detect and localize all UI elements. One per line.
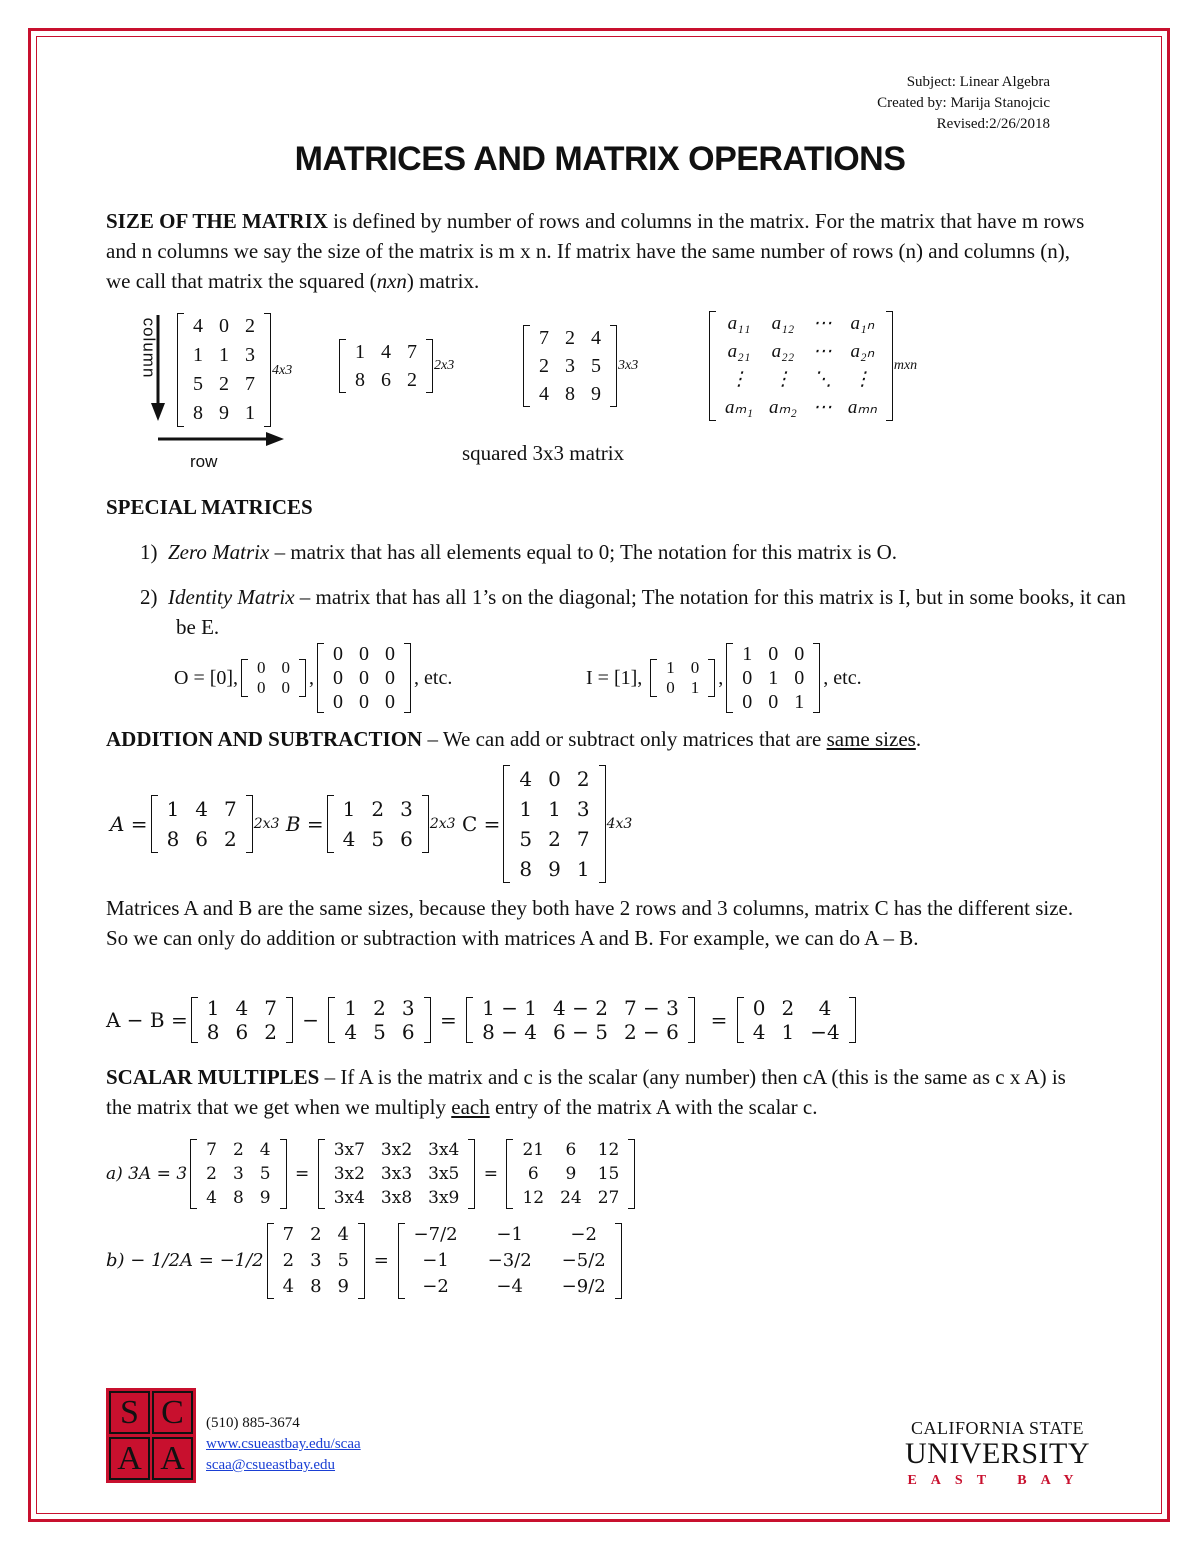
matrix-cell: 4 — [344, 1020, 358, 1044]
matrix-cell: 3x2 — [380, 1140, 413, 1160]
matrix-bracket — [398, 1222, 622, 1300]
column-label: column — [139, 317, 159, 379]
matrix-bracket — [327, 794, 429, 854]
page-title: MATRICES AND MATRIX OPERATIONS — [294, 140, 906, 178]
matrix-cell: 1 — [355, 341, 365, 363]
matrix-cell: 0 — [257, 678, 266, 697]
matrix-cell: 2 — [539, 355, 549, 377]
matrix-cell: 2 — [224, 827, 237, 851]
matrix-cell: −7/2 — [413, 1224, 458, 1245]
matrix-cell: a₂₂ — [771, 341, 795, 362]
etc-text: , etc. — [414, 667, 453, 689]
matrix-cell: 2 — [371, 797, 385, 821]
matrix-cell: 2 — [548, 827, 561, 851]
matrix-bracket — [339, 338, 433, 394]
matrix-cell: 8 — [519, 857, 533, 881]
equals-sign: = — [373, 1250, 389, 1271]
matrix-cell: 0 — [385, 691, 396, 713]
matrix-cell: 8 − 4 — [482, 1020, 538, 1044]
general-matrix-mxn — [706, 310, 917, 422]
matrix-cell: 9 — [591, 383, 601, 405]
matrix-cell: 2 — [565, 327, 575, 349]
matrix-cell: 9 — [565, 1164, 577, 1184]
matrix-cell: 5 — [591, 355, 601, 377]
matrix-cell: 4 — [539, 383, 549, 405]
matrix-cell: 4 — [519, 767, 533, 791]
matrix-cell: 1 — [794, 691, 805, 713]
scalar-example-b — [106, 1222, 625, 1300]
matrix-cell: 0 — [359, 667, 370, 689]
matrix-cell: 9 — [219, 402, 229, 424]
equals-sign: = — [439, 1008, 457, 1032]
matrix-size-subscript: 3x3 — [618, 358, 639, 373]
matrix-cell: −2 — [422, 1276, 449, 1297]
matrix-cell: 0 — [257, 658, 266, 677]
addition-paragraph — [106, 724, 1096, 754]
matrix-cell: 4 — [193, 315, 203, 337]
matrix-cell: 4 — [752, 1020, 766, 1044]
matrix-cell: −3/2 — [487, 1250, 532, 1271]
scalar-heading: SCALAR MULTIPLES — [106, 1065, 320, 1089]
matrix-cell: 2 — [245, 315, 255, 337]
matrix-cell: 7 — [282, 1224, 295, 1245]
matrix-cell: 7 — [206, 1140, 217, 1160]
matrix-cell: 3x4 — [428, 1140, 460, 1160]
matrix-cell: 3x9 — [428, 1188, 460, 1208]
addition-heading: ADDITION AND SUBTRACTION — [106, 727, 423, 751]
matrix-cell: 4 − 2 — [553, 996, 608, 1020]
phone-number: (510) 885-3674 — [206, 1415, 300, 1431]
matrix-cell: 2 — [310, 1224, 322, 1245]
matrix-cell: a₂₁ — [727, 341, 751, 362]
subtraction-equation — [106, 996, 859, 1044]
matrix-cell: 9 — [548, 857, 561, 881]
matrix-grid — [177, 312, 271, 428]
matrix-bracket — [506, 1138, 635, 1210]
row-arrow-icon — [158, 430, 288, 448]
matrix-cell: 1 — [245, 402, 255, 424]
matrix-grid — [650, 658, 715, 698]
scalar-text-2: entry of the matrix A with the scalar c. — [489, 1095, 818, 1119]
matrix-cell: ⋮ — [729, 369, 749, 390]
matrix-cell: 5 — [519, 827, 533, 851]
etc-text: , etc. — [823, 667, 862, 689]
matrix-cell: 4 — [381, 341, 391, 363]
matrix-cell: 0 — [333, 667, 344, 689]
matrix-cell: −1 — [496, 1224, 523, 1245]
matrix-cell: ⋱ — [812, 369, 832, 390]
matrix-size-subscript: mxn — [893, 358, 918, 373]
matrix-cell: 27 — [597, 1188, 620, 1208]
matrix-grid — [737, 996, 856, 1044]
matrix-cell: ⋮ — [852, 369, 872, 390]
matrix-cell: 0 — [359, 643, 370, 665]
matrix-cell: 2 — [781, 996, 795, 1020]
identity-prefix: I = [1], — [586, 667, 643, 689]
matrix-size-subscript: 2x3 — [429, 816, 456, 832]
each-term: each — [451, 1095, 490, 1119]
matrix-cell: 0 — [752, 996, 766, 1020]
univ-line-1: CALIFORNIA STATE — [910, 1418, 1085, 1438]
matrix-bracket — [190, 1138, 286, 1210]
matrix-cell: 8 — [193, 402, 203, 424]
matrix-cell: 3x3 — [380, 1164, 413, 1184]
matrix-cell: 6 — [527, 1164, 539, 1184]
matrix-cell: 12 — [597, 1140, 620, 1160]
matrix-cell: 3x4 — [333, 1188, 365, 1208]
matrix-cell: 4 — [206, 1188, 217, 1208]
size-paragraph — [106, 206, 1096, 296]
csueb-logo — [905, 1418, 1090, 1489]
matrix-cell: a₁ₙ — [850, 313, 875, 334]
matrix-cell: 8 — [166, 827, 180, 851]
matrix-grid — [318, 1138, 476, 1210]
matrix-cell: 7 — [576, 827, 590, 851]
matrix-cell: 2 — [407, 369, 417, 391]
matrix-cell: 2 — [219, 373, 229, 395]
scalar-paragraph — [106, 1062, 1096, 1122]
matrix-cell: 1 — [548, 797, 561, 821]
matrix-cell: 5 — [193, 373, 203, 395]
matrix-cell: 7 — [407, 341, 417, 363]
example-matrix-3x3 — [520, 324, 638, 408]
period: . — [915, 727, 922, 751]
matrix-cell: 0 — [333, 643, 344, 665]
scalar-example-a — [106, 1138, 638, 1210]
matrix-cell: 3x2 — [333, 1164, 365, 1184]
matrix-cell: 0 — [385, 667, 396, 689]
matrix-cell: 2 — [576, 767, 590, 791]
scaa-logo — [106, 1388, 196, 1483]
email-link[interactable]: scaa@csueastbay.edu — [206, 1457, 336, 1473]
matrix-cell: 3 — [401, 996, 415, 1020]
equals-sign: = — [483, 1164, 499, 1184]
example-b-label: b) − 1/2A = −1/2 — [106, 1250, 264, 1271]
matrix-cell: a₂ₙ — [850, 341, 875, 362]
revised-line: Revised:2/26/2018 — [936, 116, 1050, 132]
matrix-cell: 4 — [342, 827, 356, 851]
column-arrow-icon — [150, 315, 166, 425]
matrix-cell: 1 — [576, 857, 590, 881]
matrix-bracket — [503, 764, 605, 884]
matrix-cell: 21 — [522, 1140, 545, 1160]
nxn-term: nxn — [376, 269, 407, 293]
matrix-size-subscript: 4x3 — [272, 362, 293, 378]
matrix-bracket — [151, 794, 253, 854]
matrix-cell: 6 — [401, 1020, 415, 1044]
matrix-cell: 0 — [794, 667, 805, 689]
matrix-cell: 8 — [355, 369, 365, 391]
size-text-2: ) matrix. — [406, 269, 480, 293]
zero-matrix-text: – matrix that has all elements equal to 0; The notation for this matrix is O. — [269, 540, 898, 564]
label-c: C = — [461, 812, 501, 836]
matrix-bracket — [523, 324, 617, 408]
matrix-grid — [191, 996, 293, 1044]
matrix-grid — [267, 1222, 365, 1300]
matrix-bracket — [726, 642, 820, 714]
matrix-cell: 7 — [539, 327, 549, 349]
scalar-text-1: – If A is the matrix and c is the scalar (any number) then cA (this is the same as c x A) is the matrix that we get when we multiply — [106, 1065, 1066, 1119]
matrix-cell: 1 — [344, 996, 358, 1020]
zero-prefix: O = [0], — [174, 667, 239, 689]
minus-sign: − — [302, 1008, 320, 1032]
item-number: 1) — [140, 540, 158, 564]
matrix-grid — [339, 338, 433, 394]
matrix-cell: 4 — [591, 327, 601, 349]
matrix-cell: 3 — [400, 797, 413, 821]
example-a-label: a) 3A = 3 — [106, 1164, 188, 1184]
matrix-cell: 1 — [742, 643, 753, 665]
matrix-cell: 8 — [310, 1276, 322, 1297]
matrix-cell: 9 — [259, 1188, 271, 1208]
matrix-cell: 0 — [794, 643, 805, 665]
matrix-cell: aₘ₂ — [768, 397, 797, 418]
same-sizes-term: same sizes — [826, 727, 916, 751]
matrix-cell: ⋮ — [773, 369, 793, 390]
matrix-cell: 6 — [235, 1020, 249, 1044]
matrix-grid — [506, 1138, 635, 1210]
matrix-cell: 6 — [381, 369, 391, 391]
matrix-cell: 1 — [206, 996, 220, 1020]
matrix-cell: 9 — [337, 1276, 349, 1297]
identity-matrix-text: – matrix that has all 1’s on the diagonal; The notation for this matrix is I, but in some books, it can be E. — [176, 585, 1126, 639]
matrix-size-subscript: 2x3 — [434, 358, 455, 373]
logo-letter: A — [109, 1437, 150, 1480]
matrix-grid — [398, 1222, 622, 1300]
matrix-cell: 7 — [264, 996, 277, 1020]
logo-letter: C — [152, 1391, 193, 1434]
matrix-cell: 5 — [337, 1250, 349, 1271]
matrix-cell: 1 — [166, 797, 180, 821]
matrix-cell: a₁₂ — [771, 313, 795, 334]
matrix-grid — [466, 996, 695, 1044]
matrix-cell: 2 — [206, 1164, 217, 1184]
matrix-cell: 1 — [690, 678, 700, 697]
matrix-cell: 0 — [768, 691, 779, 713]
matrix-cell: 3x8 — [380, 1188, 413, 1208]
matrix-cell: 7 — [224, 797, 237, 821]
matrix-cell: 0 — [666, 678, 675, 697]
matrix-cell: 4 — [235, 996, 249, 1020]
matrix-cell: −4 — [810, 1020, 840, 1044]
matrix-cell: 0 — [333, 691, 344, 713]
website-link[interactable]: www.csueastbay.edu/scaa — [206, 1436, 361, 1452]
matrix-cell: 12 — [522, 1188, 545, 1208]
matrix-cell: 8 — [206, 1020, 220, 1044]
matrix-cell: 0 — [281, 658, 291, 677]
squared-caption: squared 3x3 matrix — [462, 441, 625, 465]
matrix-cell: 0 — [742, 667, 753, 689]
matrix-size-subscript: 4x3 — [606, 816, 633, 832]
matrix-cell: −9/2 — [561, 1276, 606, 1297]
matrix-cell: ⋯ — [812, 397, 832, 418]
matrix-cell: 2 − 6 — [623, 1020, 679, 1044]
logo-letter: S — [109, 1391, 150, 1434]
matrix-cell: 8 — [565, 383, 575, 405]
matrix-cell: 6 — [565, 1140, 577, 1160]
identity-matrix-examples — [586, 642, 862, 714]
matrix-cell: 5 — [373, 1020, 386, 1044]
matrix-grid — [241, 658, 306, 698]
matrix-cell: −4 — [496, 1276, 523, 1297]
author-line: Created by: Marija Stanojcic — [877, 95, 1050, 111]
matrix-cell: 4 — [337, 1224, 349, 1245]
matrix-grid — [726, 642, 820, 714]
matrix-cell: 1 — [519, 797, 533, 821]
matrix-bracket — [328, 996, 430, 1044]
matrix-cell: 3 — [232, 1164, 244, 1184]
matrix-cell: 15 — [597, 1164, 620, 1184]
equals-sign: = — [710, 1008, 728, 1032]
matrix-cell: aₘ₁ — [725, 397, 753, 418]
matrix-grid — [327, 794, 429, 854]
matrix-grid — [523, 324, 617, 408]
matrix-cell: 3 — [245, 344, 255, 366]
document-header — [877, 72, 1050, 135]
matrix-size-subscript: 2x3 — [253, 816, 280, 832]
matrix-cell: 8 — [232, 1188, 244, 1208]
matrix-cell: aₘₙ — [847, 397, 877, 418]
comma: , — [718, 667, 724, 689]
matrix-bracket — [650, 658, 715, 698]
matrix-bracket — [267, 1222, 365, 1300]
matrix-grid — [328, 996, 430, 1044]
matrix-grid — [709, 310, 893, 422]
matrix-bracket — [317, 642, 411, 714]
matrix-bracket — [709, 310, 893, 422]
matrix-cell: 1 — [666, 658, 675, 677]
matrix-cell: 6 − 5 — [553, 1020, 608, 1044]
matrices-abc — [110, 764, 632, 884]
eq-label: A − B = — [106, 1008, 188, 1032]
special-heading: SPECIAL MATRICES — [106, 495, 313, 519]
matrix-cell: 6 — [400, 827, 413, 851]
matrix-grid — [151, 794, 253, 854]
matrix-cell: 2 — [232, 1140, 244, 1160]
matrix-cell: 0 — [690, 658, 700, 677]
matrix-cell: 0 — [548, 767, 561, 791]
matrix-cell: 24 — [560, 1188, 582, 1208]
row-label: row — [190, 452, 218, 471]
matrix-grid — [317, 642, 411, 714]
matrix-cell: 0 — [768, 643, 779, 665]
matrix-cell: 0 — [742, 691, 753, 713]
logo-letter: A — [152, 1437, 193, 1480]
matrix-cell: 4 — [195, 797, 209, 821]
matrix-cell: 1 − 1 — [482, 996, 538, 1020]
special-item-2 — [140, 582, 1126, 642]
matrix-cell: −5/2 — [561, 1250, 606, 1271]
equals-sign: = — [295, 1164, 310, 1184]
size-heading: SIZE OF THE MATRIX — [106, 209, 328, 233]
matrix-cell: 6 — [195, 827, 209, 851]
matrix-cell: ⋯ — [812, 341, 832, 362]
matrix-cell: a₁₁ — [727, 313, 751, 334]
matrix-cell: 2 — [264, 1020, 277, 1044]
label-b: B = — [285, 812, 324, 836]
matrix-cell: −2 — [570, 1224, 597, 1245]
matrix-cell: 0 — [281, 678, 291, 697]
matrix-cell: 1 — [768, 667, 779, 689]
size-text-1: is defined by number of rows and columns in the matrix. For the matrix that have m rows and n columns we say the size of the matrix is m x n. If matrix have the same number of rows (n) and columns (n), we call that matrix the squared ( — [106, 209, 1085, 293]
matrix-cell: 4 — [259, 1140, 271, 1160]
matrix-cell: 7 — [245, 373, 255, 395]
addition-text: – We can add or subtract only matrices that are — [422, 727, 827, 751]
matrix-cell: 2 — [373, 996, 386, 1020]
matrix-bracket — [241, 658, 306, 698]
matrix-cell: 3 — [565, 355, 575, 377]
label-a: A = — [110, 812, 148, 836]
matrix-bracket — [318, 1138, 476, 1210]
matrix-cell: 2 — [282, 1250, 295, 1271]
special-item-1 — [140, 537, 1090, 567]
matrix-cell: 0 — [385, 643, 396, 665]
addition-explanation: Matrices A and B are the same sizes, because they both have 2 rows and 3 columns, matrix C has the different size. So we can only do addition or subtraction with matrices A and B. For example, we can do A – B. — [106, 896, 1074, 950]
matrix-cell: 3 — [576, 797, 590, 821]
zero-matrix-examples — [174, 642, 452, 714]
matrix-cell: 3x5 — [428, 1164, 460, 1184]
matrix-cell: 0 — [219, 315, 229, 337]
comma: , — [309, 667, 315, 689]
matrix-grid — [190, 1138, 286, 1210]
matrix-cell: 1 — [219, 344, 229, 366]
example-matrix-2x3 — [336, 338, 454, 394]
matrix-cell: 1 — [193, 344, 203, 366]
matrix-cell: 1 — [342, 797, 356, 821]
univ-line-2: UNIVERSITY — [905, 1437, 1090, 1470]
matrix-cell: 0 — [359, 691, 370, 713]
matrix-bracket — [466, 996, 695, 1044]
item-number: 2) — [140, 585, 158, 609]
matrix-cell: 3 — [310, 1250, 322, 1271]
matrix-cell: 5 — [371, 827, 385, 851]
matrix-grid — [503, 764, 605, 884]
matrix-cell: 3x7 — [333, 1140, 365, 1160]
matrix-cell: −1 — [422, 1250, 449, 1271]
matrix-cell: 7 − 3 — [623, 996, 679, 1020]
example-matrix-4x3 — [174, 312, 292, 428]
identity-matrix-term: Identity Matrix — [168, 585, 295, 609]
matrix-cell: 5 — [259, 1164, 271, 1184]
zero-matrix-term: Zero Matrix — [168, 540, 270, 564]
matrix-cell: ⋯ — [812, 313, 832, 334]
matrix-cell: 4 — [818, 996, 832, 1020]
subject-line: Subject: Linear Algebra — [906, 74, 1050, 90]
matrix-cell: 4 — [282, 1276, 295, 1297]
matrix-bracket — [177, 312, 271, 428]
footer-contact — [206, 1413, 361, 1476]
univ-line-3: EAST BAY — [907, 1473, 1088, 1488]
matrix-bracket — [191, 996, 293, 1044]
matrix-cell: 1 — [781, 1020, 795, 1044]
matrix-bracket — [737, 996, 856, 1044]
